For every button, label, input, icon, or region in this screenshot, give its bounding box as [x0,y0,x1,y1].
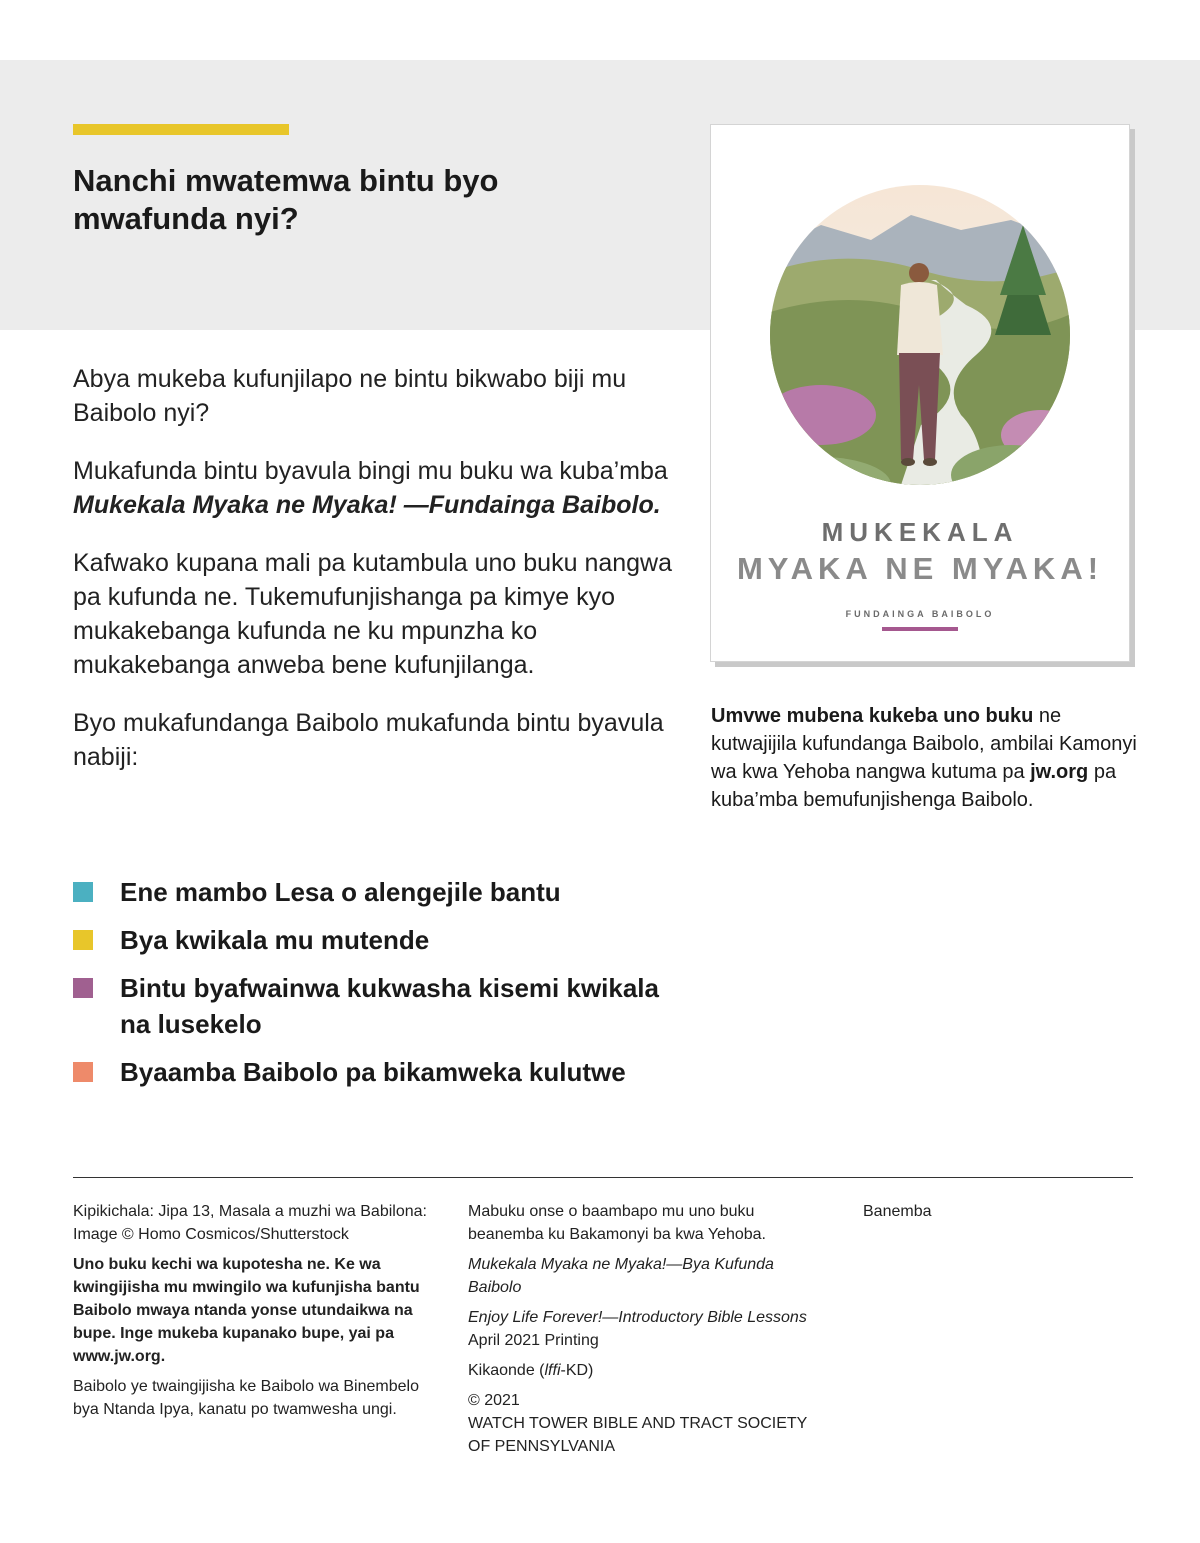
book-intro-lead: Mukafunda bintu byavula bingi mu buku wa kuba’mba [73,457,668,485]
english-title-text: Enjoy Life Forever!—Introductory Bible Lessons [468,1309,807,1326]
topic-label: Bintu byafwainwa kukwasha kisemi kwikala na lusekelo [120,973,659,1039]
publisher-note: Mabuku onse o baambapo mu uno buku beanemba ku Bakamonyi ba kwa Yehoba. [468,1203,766,1243]
footer-divider [73,1177,1133,1178]
image-credit: Kipikichala: Jipa 13, Masala a muzhi wa Babilona: Image © Homo Cosmicos/Shutterstock [73,1203,427,1243]
local-title: Mukekala Myaka ne Myaka!—Bya Kufunda Baibolo [468,1256,774,1296]
copyright: © 2021 [468,1392,520,1409]
book-subtitle-underline [882,627,958,631]
list-item [73,1054,693,1090]
topics-intro: Byo mukafundanga Baibolo mukafunda bintu byavula nabiji: [73,709,664,771]
free-distribution-note: Uno buku kechi wa kupotesha ne. Ke wa kwingijisha mu mwingilo wa kufunjisha bantu Baibolo mwaya ntanda yonse utundaikwa na bupe. Inge mukeba kupanako bupe, yai pa www.jw.org. [73,1256,420,1365]
request-lead: Umvwe mubena kukeba uno buku [711,705,1034,727]
square-bullet-icon [73,1062,93,1082]
page-title: Nanchi mwatemwa bintu byo mwafunda nyi? [73,163,499,236]
book-title-line2: MYAKA NE MYAKA! [736,551,1104,586]
language-code [468,1359,828,1382]
list-item [73,922,693,958]
accent-bar [73,124,289,135]
footer-col-3 [863,1200,1123,1230]
cover-illustration [761,185,1079,515]
topic-label: Ene mambo Lesa o alengejile bantu [120,877,561,907]
body-text [73,362,683,798]
publisher-label: Banemba [863,1203,932,1220]
square-bullet-icon [73,882,93,902]
topic-label: Bya kwikala mu mutende [120,925,430,955]
book-title-line1: MUKEKALA [821,517,1019,547]
request-book-note [711,702,1141,814]
english-title [468,1306,828,1329]
language-prefix: Kikaonde ( [468,1362,545,1379]
free-offer: Kafwako kupana mali pa kutambula uno buku nangwa pa kufunda ne. Tukemufunjishanga pa kimye kyo mukakebanga kufunda ne ku mpunzha ko mukakebanga anweba bene kufunjilanga. [73,549,673,679]
square-bullet-icon [73,978,93,998]
list-item [73,874,693,910]
book-intro [73,454,683,522]
bible-version-note: Baibolo ye twaingijisha ke Baibolo wa Binembelo bya Ntanda Ipya, kanatu po twamwesha ungi. [73,1378,419,1418]
request-mid: ne kutwajijila kufundanga Baibolo, ambilai Kamonyi wa kwa Yehoba nangwa kutuma pa [711,705,1137,783]
topic-list [73,874,693,1102]
book-subtitle: FUNDAINGA BAIBOLO [845,609,995,619]
jw-org-link[interactable]: jw.org [1030,761,1089,783]
language-suffix: -KD) [560,1362,594,1379]
square-bullet-icon [73,930,93,950]
society-name: WATCH TOWER BIBLE AND TRACT SOCIETY OF PENNSYLVANIA [468,1415,808,1455]
request-tail: pa kuba’mba bemufunjishenga Baibolo. [711,761,1117,811]
list-item [73,970,693,1042]
topic-label: Byaamba Baibolo pa bikamweka kulutwe [120,1057,626,1087]
footer-col-2 [468,1200,828,1465]
intro-question: Abya mukeba kufunjilapo ne bintu bikwabo biji mu Baibolo nyi? [73,365,627,427]
book-cover [710,124,1130,662]
book-title-emphasis: Mukekala Myaka ne Myaka! —Fundainga Baibolo. [73,491,661,519]
printing-date: April 2021 Printing [468,1332,599,1349]
language-code-value: lffi [544,1362,561,1379]
footer-col-1 [73,1200,438,1428]
